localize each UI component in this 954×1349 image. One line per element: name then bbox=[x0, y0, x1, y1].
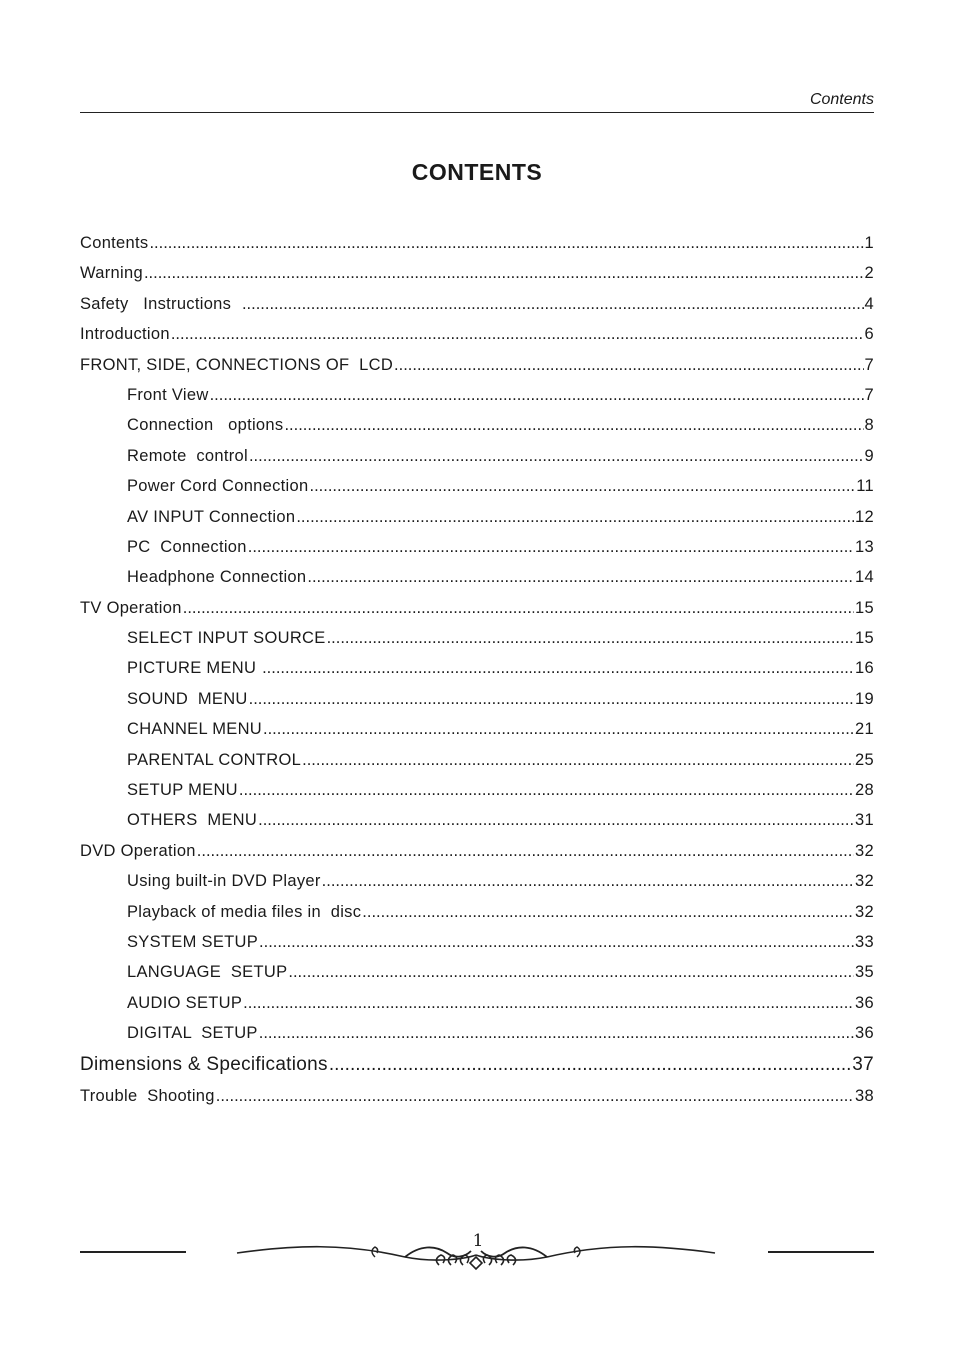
toc-entry-page: 37 bbox=[852, 1053, 874, 1075]
toc-entry-page: 32 bbox=[855, 902, 874, 921]
toc-entry-title: OTHERS MENU bbox=[127, 811, 258, 830]
toc-entry-title: DVD Operation bbox=[80, 841, 196, 860]
toc-entry-page: 6 bbox=[864, 325, 874, 344]
toc-entry-page: 36 bbox=[855, 993, 874, 1012]
toc-entry-title: PICTURE MENU bbox=[127, 659, 262, 678]
toc-entry-title: CHANNEL MENU bbox=[127, 720, 263, 739]
toc-leader-dots bbox=[210, 382, 864, 409]
toc-entry-title: Safety Instructions bbox=[80, 294, 241, 313]
toc-leader-dots bbox=[309, 473, 855, 500]
toc-entry-page: 38 bbox=[855, 1086, 874, 1105]
toc-entry bbox=[80, 291, 874, 321]
toc-leader-dots bbox=[248, 534, 854, 561]
toc-entry bbox=[80, 990, 874, 1020]
toc-leader-dots bbox=[296, 504, 854, 531]
toc-entry-title: Contents bbox=[80, 234, 149, 252]
footer-rule-left bbox=[80, 1251, 186, 1253]
toc-entry-title: LANGUAGE SETUP bbox=[127, 963, 288, 982]
toc-entry-page: 15 bbox=[855, 629, 874, 648]
toc-entry-title: AUDIO SETUP bbox=[127, 993, 243, 1012]
toc-entry-title: SETUP MENU bbox=[127, 781, 238, 800]
toc-entry-title: PARENTAL CONTROL bbox=[127, 750, 302, 769]
toc-entry-title: AV INPUT Connection bbox=[127, 507, 296, 526]
toc-entry bbox=[80, 959, 874, 989]
toc-entry-title: TV Operation bbox=[80, 598, 182, 617]
toc-entry-page: 7 bbox=[864, 355, 874, 374]
page-number: 1 bbox=[472, 1231, 484, 1251]
toc-entry-title: Trouble Shooting bbox=[80, 1086, 215, 1105]
toc-leader-dots bbox=[258, 807, 854, 834]
toc-entry bbox=[80, 655, 874, 685]
toc-entry bbox=[80, 382, 874, 412]
toc-leader-dots bbox=[216, 1083, 854, 1110]
toc-entry-page: 7 bbox=[864, 385, 874, 404]
toc-leader-dots bbox=[307, 564, 854, 591]
toc-entry-page: 32 bbox=[855, 872, 874, 891]
footer-rule-right bbox=[768, 1251, 874, 1253]
toc-entry bbox=[80, 838, 874, 868]
toc-entry-page: 12 bbox=[855, 507, 874, 526]
toc-entry bbox=[80, 1051, 874, 1083]
toc-leader-dots bbox=[243, 990, 854, 1017]
toc-entry bbox=[80, 473, 874, 503]
toc-entry-page: 13 bbox=[855, 537, 874, 556]
toc-leader-dots bbox=[239, 777, 854, 804]
toc-entry-page: 4 bbox=[864, 294, 874, 313]
toc-entry bbox=[80, 747, 874, 777]
toc-leader-dots bbox=[329, 1051, 851, 1078]
toc-entry-title: SYSTEM SETUP bbox=[127, 932, 259, 951]
toc-entry bbox=[80, 564, 874, 594]
toc-entry-page: 25 bbox=[855, 750, 874, 769]
toc-entry-title: DIGITAL SETUP bbox=[127, 1024, 258, 1043]
toc-entry bbox=[80, 595, 874, 625]
toc-entry-title: SOUND MENU bbox=[127, 689, 248, 708]
toc-entry-page: 16 bbox=[855, 659, 874, 678]
toc-entry bbox=[80, 534, 874, 564]
toc-entry-title: Using built-in DVD Player bbox=[127, 872, 321, 891]
toc-entry bbox=[80, 1020, 874, 1050]
toc-leader-dots bbox=[197, 838, 854, 865]
toc-leader-dots bbox=[149, 230, 863, 257]
toc-entry-page: 8 bbox=[864, 416, 874, 435]
toc-entry-page: 35 bbox=[855, 963, 874, 982]
toc-entry bbox=[80, 412, 874, 442]
toc-entry-page: 28 bbox=[855, 781, 874, 800]
toc-entry-title: FRONT, SIDE, CONNECTIONS OF LCD bbox=[80, 355, 394, 374]
toc-entry-page: 11 bbox=[856, 477, 874, 496]
toc-entry-title: Headphone Connection bbox=[127, 568, 307, 587]
toc-entry-page: 19 bbox=[855, 689, 874, 708]
toc-entry-page: 14 bbox=[855, 568, 874, 587]
toc-entry bbox=[80, 716, 874, 746]
toc-leader-dots bbox=[302, 747, 854, 774]
toc-leader-dots bbox=[249, 443, 864, 470]
toc-entry-title: Remote control bbox=[127, 446, 248, 465]
toc-entry-page: 21 bbox=[855, 720, 874, 739]
toc-entry-page: 15 bbox=[855, 598, 874, 617]
toc-entry-page: 9 bbox=[864, 446, 874, 465]
toc-entry-page: 32 bbox=[855, 841, 874, 860]
toc-entry bbox=[80, 443, 874, 473]
toc-entry-page: 33 bbox=[855, 932, 874, 951]
toc-leader-dots bbox=[288, 959, 854, 986]
toc-entry-title: Power Cord Connection bbox=[127, 477, 309, 496]
toc-leader-dots bbox=[259, 929, 854, 956]
toc-leader-dots bbox=[259, 1020, 854, 1047]
toc-leader-dots bbox=[263, 716, 854, 743]
toc-entry-title: Playback of media files in disc bbox=[127, 902, 362, 921]
toc-entry bbox=[80, 686, 874, 716]
toc-leader-dots bbox=[183, 595, 854, 622]
toc-entry-title: Dimensions & Specifications bbox=[80, 1053, 328, 1075]
toc-entry-page: 2 bbox=[864, 264, 874, 283]
running-header-title: Contents bbox=[809, 91, 874, 108]
toc-entry-title: Connection options bbox=[127, 416, 284, 435]
toc-leader-dots bbox=[284, 412, 863, 439]
toc-leader-dots bbox=[249, 686, 854, 713]
toc-leader-dots bbox=[394, 352, 863, 379]
toc-leader-dots bbox=[171, 321, 864, 348]
toc-entry-title: Front View bbox=[127, 385, 209, 404]
toc-leader-dots bbox=[322, 868, 854, 895]
page-title: CONTENTS bbox=[411, 159, 543, 185]
toc-leader-dots bbox=[362, 899, 854, 926]
toc-entry bbox=[80, 899, 874, 929]
toc-entry bbox=[80, 230, 874, 260]
toc-entry-title: PC Connection bbox=[127, 537, 247, 556]
toc-leader-dots bbox=[327, 625, 854, 652]
toc-entry bbox=[80, 868, 874, 898]
toc-entry bbox=[80, 352, 874, 382]
running-header bbox=[80, 90, 874, 113]
toc-entry-title: Warning bbox=[80, 264, 143, 283]
toc-entry bbox=[80, 260, 874, 290]
toc-entry bbox=[80, 929, 874, 959]
table-of-contents bbox=[80, 230, 874, 1113]
toc-leader-dots bbox=[242, 291, 864, 318]
toc-entry-title: Introduction bbox=[80, 325, 170, 344]
toc-entry-title: SELECT INPUT SOURCE bbox=[127, 629, 326, 648]
toc-entry-page: 36 bbox=[855, 1024, 874, 1043]
toc-leader-dots bbox=[144, 260, 864, 287]
toc-entry bbox=[80, 1083, 874, 1113]
toc-entry bbox=[80, 321, 874, 351]
toc-leader-dots bbox=[262, 655, 854, 682]
toc-entry bbox=[80, 625, 874, 655]
toc-entry-page: 31 bbox=[855, 811, 874, 830]
toc-entry bbox=[80, 807, 874, 837]
toc-entry-page: 1 bbox=[864, 234, 874, 252]
toc-entry bbox=[80, 777, 874, 807]
toc-entry bbox=[80, 504, 874, 534]
